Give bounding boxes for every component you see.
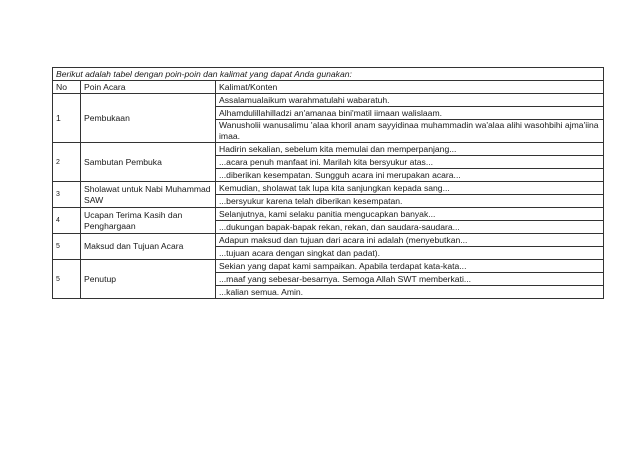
konten-cell: Hadirin sekalian, sebelum kita memulai dan memperpanjang... bbox=[216, 143, 604, 156]
konten-cell: Sekian yang dapat kami sampaikan. Apabila terdapat kata-kata... bbox=[216, 260, 604, 273]
table-row bbox=[53, 208, 604, 221]
konten-cell: Wanusholii wanusalimu 'alaa khoril anam sayyidinaa muhammadin wa'alaa alihi wasohbihi ajma'iina imaa. bbox=[216, 120, 604, 143]
table-row bbox=[53, 260, 604, 273]
konten-cell: ...acara penuh manfaat ini. Marilah kita bersyukur atas... bbox=[216, 156, 604, 169]
konten-cell: ...kalian semua. Amin. bbox=[216, 286, 604, 299]
row-number: 5 bbox=[53, 234, 81, 260]
row-number: 5 bbox=[53, 260, 81, 299]
konten-cell: ...bersyukur karena telah diberikan kesempatan. bbox=[216, 195, 604, 208]
konten-cell: Selanjutnya, kami selaku panitia mengucapkan banyak... bbox=[216, 208, 604, 221]
poin-acara-cell: Ucapan Terima Kasih dan Penghargaan bbox=[81, 208, 216, 234]
konten-cell: Alhamdulillahilladzi an'amanaa bini'matil iimaan walislaam. bbox=[216, 107, 604, 120]
table-row bbox=[53, 234, 604, 247]
table-caption: Berikut adalah tabel dengan poin-poin dan kalimat yang dapat Anda gunakan: bbox=[53, 68, 604, 81]
table-row bbox=[53, 94, 604, 107]
poin-acara-cell: Maksud dan Tujuan Acara bbox=[81, 234, 216, 260]
row-number: 1 bbox=[53, 94, 81, 143]
poin-acara-cell: Sambutan Pembuka bbox=[81, 143, 216, 182]
konten-cell: ...tujuan acara dengan singkat dan padat). bbox=[216, 247, 604, 260]
row-number: 4 bbox=[53, 208, 81, 234]
konten-cell: ...maaf yang sebesar-besarnya. Semoga Allah SWT memberkati... bbox=[216, 273, 604, 286]
table-row bbox=[53, 143, 604, 156]
table-header-row bbox=[53, 81, 604, 94]
row-number: 2 bbox=[53, 143, 81, 182]
konten-cell: ...dukungan bapak-bapak rekan, rekan, dan saudara-saudara... bbox=[216, 221, 604, 234]
row-number: 3 bbox=[53, 182, 81, 208]
konten-cell: Adapun maksud dan tujuan dari acara ini adalah (menyebutkan... bbox=[216, 234, 604, 247]
table-row bbox=[53, 182, 604, 195]
poin-acara-cell: Sholawat untuk Nabi Muhammad SAW bbox=[81, 182, 216, 208]
poin-acara-table bbox=[52, 67, 604, 299]
header-kalimat-konten: Kalimat/Konten bbox=[216, 81, 604, 94]
header-no: No bbox=[53, 81, 81, 94]
poin-acara-cell: Pembukaan bbox=[81, 94, 216, 143]
konten-cell: Assalamualaikum warahmatulahi wabaratuh. bbox=[216, 94, 604, 107]
konten-cell: ...diberikan kesempatan. Sungguh acara ini merupakan acara... bbox=[216, 169, 604, 182]
poin-acara-cell: Penutup bbox=[81, 260, 216, 299]
konten-cell: Kemudian, sholawat tak lupa kita sanjungkan kepada sang... bbox=[216, 182, 604, 195]
table-caption-row bbox=[53, 68, 604, 81]
header-poin-acara: Poin Acara bbox=[81, 81, 216, 94]
